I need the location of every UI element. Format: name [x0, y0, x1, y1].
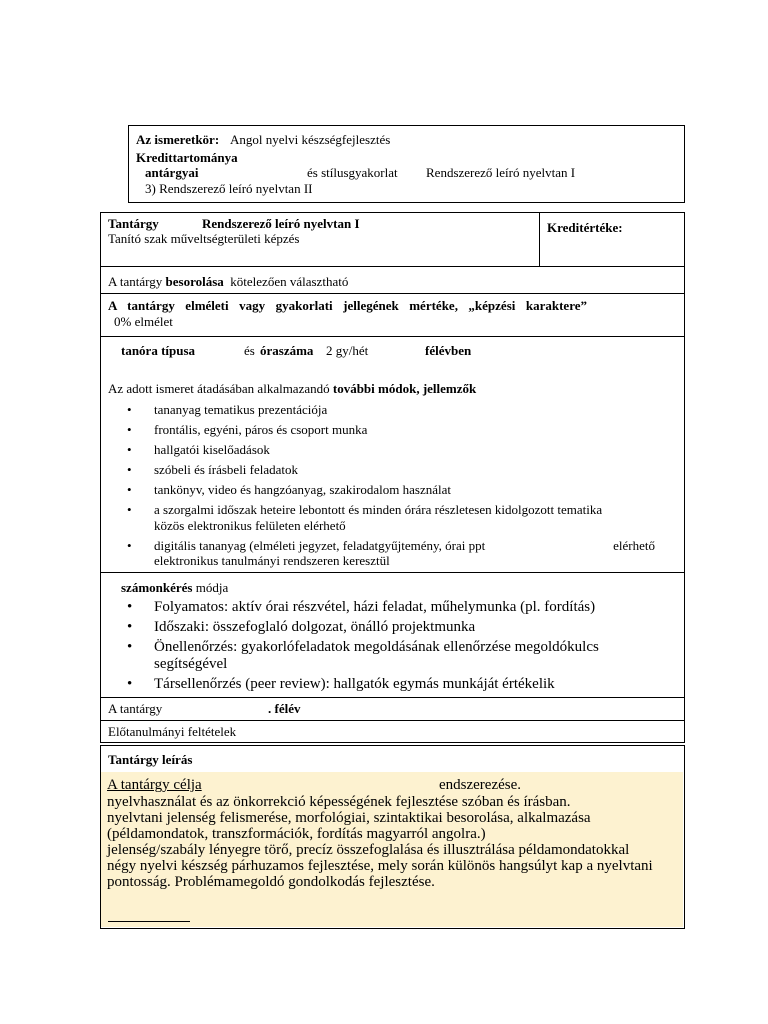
list-item-text: Folyamatos: aktív órai részvétel, házi feladat, műhelymunka (pl. fordítás) [154, 599, 596, 615]
bullet-icon: • [127, 676, 133, 692]
bullet-icon: • [127, 502, 132, 517]
row-divider [100, 336, 684, 337]
ismeretkor-value: Angol nyelvi készségfejlesztés [230, 132, 391, 147]
ismeretkor-label: Az ismeretkör: [136, 132, 220, 147]
list-item-text: Időszaki: összefoglaló dolgozat, önálló projektmunka [154, 619, 476, 635]
bullet-icon: • [127, 639, 133, 655]
besorolas-label: besorolása [165, 274, 224, 289]
row-divider [100, 266, 684, 267]
list-item-text-end: elérhető [613, 537, 655, 553]
list-item [127, 502, 655, 533]
leiras-lines [107, 794, 677, 891]
leiras-line: (példamondatok, transzformációk, fordítás magyarról angolra.) [107, 826, 486, 843]
program-text: Tanító szak műveltségterületi képzés [108, 231, 300, 246]
list-item-text: hallgatói kiselőadások [154, 442, 270, 457]
szamonkeres-suffix: módja [195, 580, 229, 595]
list-item-text: Társellenőrzés (peer review): hallgatók egymás munkáját értékelik [154, 676, 555, 692]
kredittartomany-label: Kredittartománya [136, 150, 238, 165]
felev-label: . félév [268, 701, 301, 716]
kreditertek-label: Kreditértéke: [547, 220, 623, 235]
list-item-text: digitális tananyag (elméleti jegyzet, feladatgyűjtemény, órai ppt [154, 537, 486, 553]
list-item [127, 639, 655, 673]
list-item-text: Önellenőrzés: gyakorlófeladatok megoldásának ellenőrzése megoldókulcs [154, 639, 599, 655]
list-item-text: a szorgalmi időszak heteire lebontott és minden órára részletesen kidolgozott tematika [154, 502, 603, 517]
row-divider [100, 697, 684, 698]
felev-prefix: A tantárgy [108, 701, 163, 716]
oraszama-label: óraszáma [260, 343, 314, 358]
besorolas-value: kötelezően választható [230, 274, 349, 289]
tanora-tipusa-label: tanóra típusa [121, 343, 196, 358]
list-item [127, 442, 655, 458]
rendszerezo-2-text: 3) Rendszerező leíró nyelvtan II [145, 181, 313, 196]
leiras-line: nyelvtani jelenség felismerése, morfológiai, szintaktikai besorolása, alkalmazása [107, 810, 591, 827]
bullet-icon: • [127, 442, 132, 457]
leiras-line: négy nyelvi készség párhuzamos fejlesztése, mely során különös hangsúlyt kap a nyelvtani [107, 858, 653, 875]
karakter-value: 0% elmélet [114, 314, 173, 329]
list-item-text: tananyag tematikus prezentációja [154, 402, 328, 417]
list-item-text: szóbeli és írásbeli feladatok [154, 462, 299, 477]
bullet-icon: • [127, 537, 132, 553]
szamonkeres-list [127, 599, 655, 696]
elotanulmanyi-text: Előtanulmányi feltételek [108, 724, 237, 739]
bullet-icon: • [127, 402, 132, 417]
list-item [127, 538, 655, 569]
row-divider [100, 293, 684, 294]
modok-list [127, 402, 655, 573]
modok-prefix: Az adott ismeret átadásában alkalmazandó [108, 381, 330, 396]
list-item [127, 402, 655, 418]
karakter-heading: A tantárgy elméleti vagy gyakorlati jellegének mértéke, „képzési karaktere” [108, 298, 587, 313]
list-item [127, 482, 655, 498]
antargyai-label: antárgyai [145, 165, 199, 180]
stilusgyakorlat-text: és stílusgyakorlat [307, 165, 398, 180]
celja-label: A tantárgy célja [107, 777, 202, 793]
modok-heading [108, 382, 476, 395]
felevben-label: félévben [425, 343, 472, 358]
row-divider [100, 720, 684, 721]
bullet-icon: • [127, 599, 133, 615]
leiras-line: jelenség/szabály lényegre törő, precíz összefoglalása és illusztrálása példamondatokkal [107, 842, 630, 859]
oraszama-value: 2 gy/hét [326, 343, 369, 358]
bullet-icon: • [127, 619, 133, 635]
leiras-line: nyelvhasználat és az önkorrekció képességének fejlesztése szóban és írásban. [107, 794, 571, 810]
list-item [127, 619, 655, 636]
endszerezese-text: endszerezése. [439, 777, 522, 793]
list-item [127, 462, 655, 478]
szamonkeres-label: számonkérés [121, 580, 193, 595]
list-item-text: elektronikus tanulmányi rendszeren keresztül [154, 553, 390, 568]
bullet-icon: • [127, 462, 132, 477]
column-divider [539, 212, 540, 266]
szamonkeres-heading [121, 581, 228, 594]
tantargy-label: Tantárgy [108, 216, 159, 231]
bullet-icon: • [127, 482, 132, 497]
besorolas-prefix: A tantárgy [108, 274, 163, 289]
list-item [127, 422, 655, 438]
leiras-line: pontosság. Problémamegoldó gondolkodás fejlesztése. [107, 874, 435, 891]
bullet-icon: • [127, 422, 132, 437]
tantargy-name: Rendszerező leíró nyelvtan I [202, 216, 360, 231]
rendszerezo-1-text: Rendszerező leíró nyelvtan I [426, 165, 576, 180]
modok-label: további módok, jellemzők [332, 381, 477, 396]
list-item-text: közös elektronikus felületen elérhető [154, 517, 346, 533]
tanora-es: és [244, 343, 255, 358]
signature-line [108, 921, 190, 922]
list-item-text: segítségével [154, 656, 228, 672]
list-item [127, 599, 655, 616]
list-item-text: tankönyv, video és hangzóanyag, szakirodalom használat [154, 482, 451, 497]
leiras-title: Tantárgy leírás [108, 752, 193, 767]
list-item-text: frontális, egyéni, páros és csoport munka [154, 422, 368, 437]
list-item [127, 676, 655, 693]
besorolas-text [108, 275, 348, 288]
